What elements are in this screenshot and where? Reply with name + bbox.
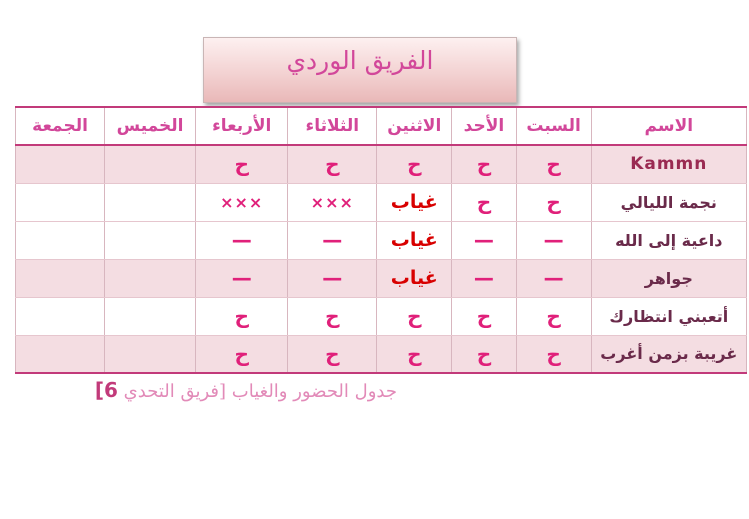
cell-monday (377, 335, 452, 373)
cell-tuesday (288, 259, 377, 297)
present-mark: ح (546, 152, 561, 177)
cell-friday (16, 145, 105, 183)
cell-wednesday (196, 183, 288, 221)
present-mark: ح (476, 304, 492, 328)
cell-wednesday (196, 259, 288, 297)
attendance-table (15, 106, 747, 374)
cell-thursday (105, 335, 196, 373)
present-mark: ح (546, 190, 561, 214)
cell-sunday (452, 145, 516, 183)
caption-bracket: ] (94, 378, 105, 402)
x-mark: ××× (220, 192, 264, 212)
cell-saturday (516, 335, 591, 373)
table-row (16, 145, 747, 183)
cell-sunday (452, 221, 516, 259)
cell-monday (377, 259, 452, 297)
header-friday: الجمعة (16, 107, 105, 145)
cell-thursday (105, 221, 196, 259)
dash-mark: — (473, 228, 494, 252)
cell-wednesday (196, 221, 288, 259)
dash-mark: — (322, 228, 343, 252)
cell-saturday (516, 259, 591, 297)
cell-monday (377, 221, 452, 259)
member-name: Kammn (591, 145, 746, 183)
caption-text: جدول الحضور والغياب [فريق التحدي (123, 381, 397, 402)
table-row (16, 297, 747, 335)
cell-tuesday (288, 297, 377, 335)
cell-tuesday (288, 335, 377, 373)
absent-mark: غياب (390, 191, 438, 213)
present-mark: ح (476, 152, 492, 177)
cell-thursday (105, 145, 196, 183)
x-mark: ××× (310, 192, 354, 212)
table-caption (7, 378, 397, 402)
present-mark: ح (407, 304, 422, 328)
member-name: جواهر (591, 259, 746, 297)
cell-thursday (105, 183, 196, 221)
cell-friday (16, 335, 105, 373)
present-mark: ح (546, 304, 561, 328)
header-tuesday: الثلاثاء (288, 107, 377, 145)
present-mark: ح (234, 341, 249, 366)
cell-thursday (105, 297, 196, 335)
cell-wednesday (196, 145, 288, 183)
present-mark: ح (234, 304, 249, 328)
cell-wednesday (196, 335, 288, 373)
present-mark: ح (476, 341, 492, 366)
cell-friday (16, 183, 105, 221)
present-mark: ح (325, 304, 340, 328)
present-mark: ح (325, 341, 340, 366)
cell-monday (377, 145, 452, 183)
caption-number: 6 (104, 378, 118, 402)
cell-saturday (516, 145, 591, 183)
cell-friday (16, 259, 105, 297)
member-name: نجمة الليالي (591, 183, 746, 221)
present-mark: ح (546, 341, 561, 366)
header-row (16, 107, 747, 145)
cell-sunday (452, 297, 516, 335)
table-row (16, 183, 747, 221)
absent-mark: غياب (390, 267, 438, 289)
absent-mark: غياب (390, 229, 438, 251)
present-mark: ح (325, 152, 340, 177)
header-thursday: الخميس (105, 107, 196, 145)
header-name: الاسم (591, 107, 746, 145)
dash-mark: — (543, 228, 564, 252)
cell-saturday (516, 221, 591, 259)
cell-sunday (452, 183, 516, 221)
header-sunday: الأحد (452, 107, 516, 145)
present-mark: ح (407, 341, 422, 366)
table-row (16, 335, 747, 373)
member-name: داعية إلى الله (591, 221, 746, 259)
dash-mark: — (322, 266, 343, 290)
cell-tuesday (288, 183, 377, 221)
dash-mark: — (543, 266, 564, 290)
dash-mark: — (231, 266, 252, 290)
cell-monday (377, 297, 452, 335)
cell-monday (377, 183, 452, 221)
table-row (16, 259, 747, 297)
cell-friday (16, 297, 105, 335)
page-title: الفريق الوردي (286, 46, 434, 75)
cell-wednesday (196, 297, 288, 335)
dash-mark: — (231, 228, 252, 252)
cell-tuesday (288, 221, 377, 259)
cell-saturday (516, 183, 591, 221)
title-box (203, 37, 517, 103)
member-name: غريبة بزمن أغرب (591, 335, 746, 373)
present-mark: ح (407, 152, 422, 177)
cell-saturday (516, 297, 591, 335)
cell-sunday (452, 259, 516, 297)
header-monday: الاثنين (377, 107, 452, 145)
cell-tuesday (288, 145, 377, 183)
dash-mark: — (473, 266, 494, 290)
present-mark: ح (234, 152, 249, 177)
header-saturday: السبت (516, 107, 591, 145)
header-wednesday: الأربعاء (196, 107, 288, 145)
cell-sunday (452, 335, 516, 373)
member-name: أتعبني انتظارك (591, 297, 746, 335)
cell-thursday (105, 259, 196, 297)
cell-friday (16, 221, 105, 259)
present-mark: ح (476, 190, 492, 214)
table-row (16, 221, 747, 259)
